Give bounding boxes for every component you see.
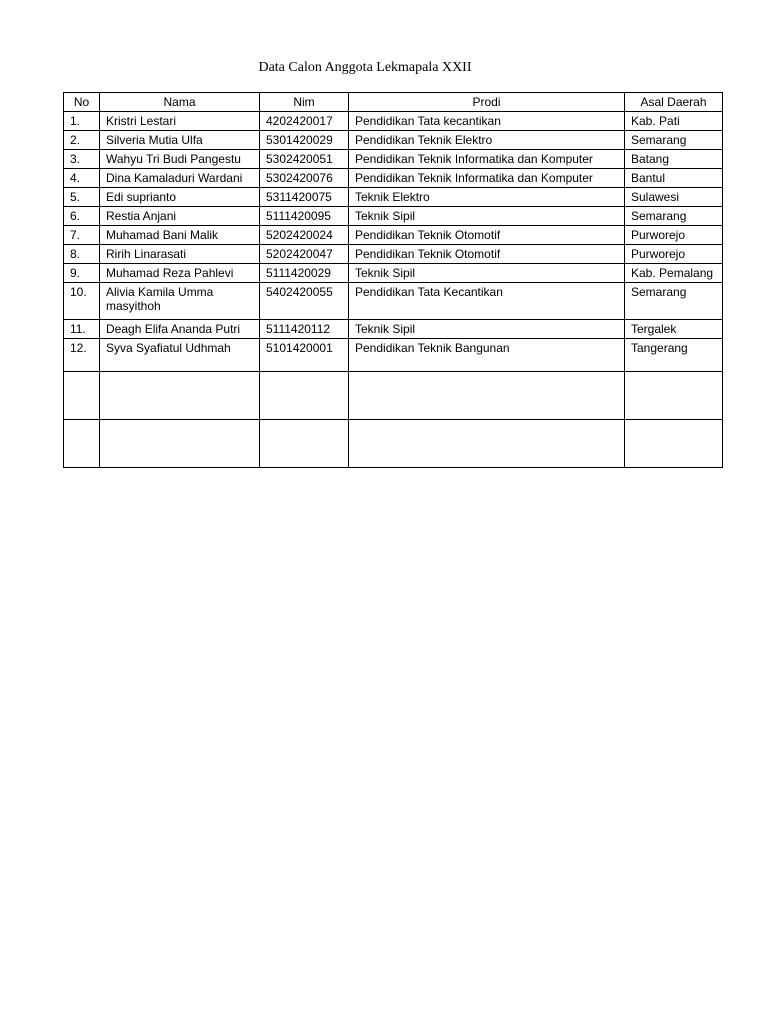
cell-nim: 5101420001 xyxy=(260,339,349,372)
table-row xyxy=(64,320,723,339)
cell-asal-daerah: Purworejo xyxy=(625,226,723,245)
cell-asal-daerah: Tergalek xyxy=(625,320,723,339)
cell-nama: Edi suprianto xyxy=(100,188,260,207)
table-row xyxy=(64,245,723,264)
header-nama: Nama xyxy=(100,93,260,112)
cell-nama: Wahyu Tri Budi Pangestu xyxy=(100,150,260,169)
cell-prodi: Teknik Sipil xyxy=(349,264,625,283)
table-row xyxy=(64,169,723,188)
cell-asal-daerah: Sulawesi xyxy=(625,188,723,207)
header-asal-daerah: Asal Daerah xyxy=(625,93,723,112)
cell-nama: Silveria Mutia Ulfa xyxy=(100,131,260,150)
cell-prodi: Pendidikan Teknik Informatika dan Komputer xyxy=(349,169,625,188)
empty-cell xyxy=(64,420,100,468)
document-title: Data Calon Anggota Lekmapala XXII xyxy=(258,60,472,75)
header-prodi: Prodi xyxy=(349,93,625,112)
cell-asal-daerah: Tangerang xyxy=(625,339,723,372)
cell-asal-daerah: Purworejo xyxy=(625,245,723,264)
cell-nim: 5111420095 xyxy=(260,207,349,226)
table-row xyxy=(64,226,723,245)
empty-cell xyxy=(349,420,625,468)
cell-asal-daerah: Bantul xyxy=(625,169,723,188)
cell-nim: 5301420029 xyxy=(260,131,349,150)
table-row xyxy=(64,131,723,150)
cell-prodi: Teknik Sipil xyxy=(349,207,625,226)
cell-prodi: Pendidikan Teknik Elektro xyxy=(349,131,625,150)
cell-prodi: Pendidikan Teknik Informatika dan Komputer xyxy=(349,150,625,169)
empty-cell xyxy=(625,420,723,468)
cell-no: 4. xyxy=(64,169,100,188)
cell-nama: Ririh Linarasati xyxy=(100,245,260,264)
cell-asal-daerah: Semarang xyxy=(625,131,723,150)
cell-nama: Restia Anjani xyxy=(100,207,260,226)
cell-prodi: Pendidikan Tata kecantikan xyxy=(349,112,625,131)
cell-nim: 5302420051 xyxy=(260,150,349,169)
cell-nim: 4202420017 xyxy=(260,112,349,131)
cell-no: 12. xyxy=(64,339,100,372)
cell-nama: Deagh Elifa Ananda Putri xyxy=(100,320,260,339)
cell-no: 9. xyxy=(64,264,100,283)
empty-cell xyxy=(100,372,260,420)
cell-nama: Muhamad Bani Malik xyxy=(100,226,260,245)
cell-asal-daerah: Kab. Pati xyxy=(625,112,723,131)
empty-row xyxy=(64,420,723,468)
cell-no: 7. xyxy=(64,226,100,245)
cell-nim: 5111420029 xyxy=(260,264,349,283)
cell-nama: Syva Syafiatul Udhmah xyxy=(100,339,260,372)
cell-prodi: Pendidikan Teknik Otomotif xyxy=(349,226,625,245)
cell-asal-daerah: Batang xyxy=(625,150,723,169)
cell-nim: 5302420076 xyxy=(260,169,349,188)
cell-prodi: Pendidikan Tata Kecantikan xyxy=(349,283,625,320)
table-row xyxy=(64,264,723,283)
cell-no: 1. xyxy=(64,112,100,131)
table-row xyxy=(64,339,723,372)
cell-nama: Kristri Lestari xyxy=(100,112,260,131)
empty-cell xyxy=(260,420,349,468)
header-no: No xyxy=(64,93,100,112)
cell-asal-daerah: Semarang xyxy=(625,207,723,226)
cell-prodi: Teknik Sipil xyxy=(349,320,625,339)
empty-cell xyxy=(100,420,260,468)
cell-asal-daerah: Semarang xyxy=(625,283,723,320)
cell-nim: 5202420024 xyxy=(260,226,349,245)
header-nim: Nim xyxy=(260,93,349,112)
table-row xyxy=(64,283,723,320)
empty-cell xyxy=(349,372,625,420)
cell-no: 2. xyxy=(64,131,100,150)
cell-no: 11. xyxy=(64,320,100,339)
cell-asal-daerah: Kab. Pemalang xyxy=(625,264,723,283)
cell-no: 3. xyxy=(64,150,100,169)
cell-nim: 5202420047 xyxy=(260,245,349,264)
empty-cell xyxy=(625,372,723,420)
cell-nama: Muhamad Reza Pahlevi xyxy=(100,264,260,283)
cell-nim: 5111420112 xyxy=(260,320,349,339)
cell-nim: 5311420075 xyxy=(260,188,349,207)
table-row xyxy=(64,112,723,131)
member-table xyxy=(63,92,723,468)
cell-nama: Alivia Kamila Umma masyithoh xyxy=(100,283,260,320)
cell-nim: 5402420055 xyxy=(260,283,349,320)
cell-no: 6. xyxy=(64,207,100,226)
table-header-row xyxy=(64,93,723,112)
cell-prodi: Pendidikan Teknik Otomotif xyxy=(349,245,625,264)
table-row xyxy=(64,150,723,169)
table-row xyxy=(64,188,723,207)
table-row xyxy=(64,207,723,226)
cell-no: 5. xyxy=(64,188,100,207)
cell-no: 10. xyxy=(64,283,100,320)
cell-nama: Dina Kamaladuri Wardani xyxy=(100,169,260,188)
empty-cell xyxy=(64,372,100,420)
cell-prodi: Teknik Elektro xyxy=(349,188,625,207)
cell-no: 8. xyxy=(64,245,100,264)
empty-cell xyxy=(260,372,349,420)
empty-row xyxy=(64,372,723,420)
cell-prodi: Pendidikan Teknik Bangunan xyxy=(349,339,625,372)
